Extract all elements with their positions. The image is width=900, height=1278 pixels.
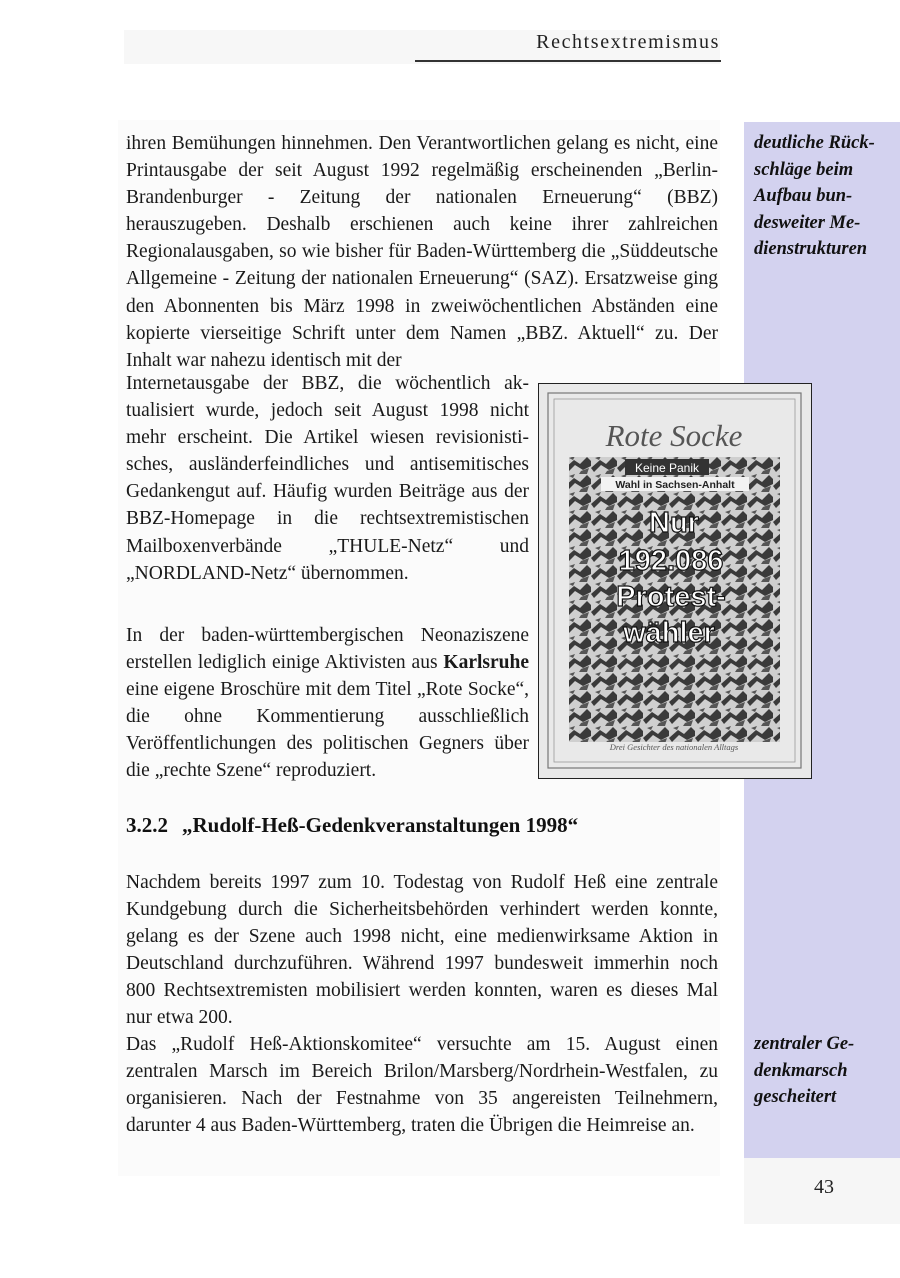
brochure-cover-image (538, 383, 812, 779)
margin-note-media: deutliche Rück- schläge beim Aufbau bun- desweiter Me- dienstrukturen (754, 133, 875, 259)
margin-note-march: zentraler Ge- denkmarsch gescheitert (754, 1034, 855, 1107)
header-rule (415, 60, 721, 62)
cover-subtitle: Wahl in Sachsen-Anhalt (615, 479, 735, 491)
place-karlsruhe: Karlsruhe (443, 652, 529, 674)
paragraph-rote-socke (126, 622, 529, 785)
paragraph-bbz: ihren Bemühungen hinnehmen. Den Verantwortlichen gelang es nicht, eine Printausgabe der seit August 1992 regelmäßig erscheinenden „Berlin-Brandenburger - Zeitung der nationalen Erneuerung“ (BBZ) herauszugeben. Deshalb erschienen auch keine ihrer zahlreichen Regionalausgaben, so wie bisher für Baden-Württemberg die „Süddeutsche Allgemeine - Zeitung der nationalen Erneuerung“ (SAZ). Ersatzweise ging den Abonnenten bis März 1998 in zweiwöchentlichen Abständen eine kopierte vierseitige Schrift unter dem Namen „BBZ. Aktuell“ zu. Der Inhalt war nahezu identisch mit der (126, 133, 718, 371)
cover-text-waehler: wähler (623, 617, 715, 649)
paragraph-hess-1997: Nachdem bereits 1997 zum 10. Todestag von Rudolf Heß eine zentrale Kundgebung durch die Sicherheitsbehörden verhindert werden konnte, gelang es der Szene auch 1998 nicht, eine medienwirksame Aktion in Deutschland durchzuführen. Während 1997 bundesweit immerhin noch 800 Rechtsextremisten mobilisiert werden konnten, waren es dieses Mal nur etwa 200. (126, 872, 718, 1029)
cover-footer: Drei Gesichter des nationalen Alltags (609, 742, 739, 752)
page-number: 43 (814, 1176, 834, 1198)
paragraph-rote-socke-part-1: In der baden-württembergischen Neonaziszene erstellen lediglich einige Aktivisten aus (126, 625, 529, 674)
cover-text-protest: Protest- (616, 581, 726, 613)
cover-title: Rote Socke (605, 418, 743, 453)
section-number: 3.2.2 (126, 813, 168, 837)
paragraph-internet: Internetausgabe der BBZ, die wöchentlich aktualisiert wurde, jedoch seit August 1998 nicht mehr erscheint. Die Artikel wiesen revisionistisches, ausländerfeindliches und antisemitisches Gedankengut auf. Häufig wurden Beiträge aus der BBZ-Homepage in die rechtsextremistischen Mailboxenverbände „THULE-Netz“ und „NORDLAND-Netz“ übernommen. (126, 373, 529, 584)
running-header: Rechtsextremismus (536, 31, 720, 53)
cover-text-number: 192.086 (618, 545, 724, 577)
section-title: „Rudolf-Heß-Gedenkveranstaltungen 1998“ (182, 813, 579, 837)
cover-text-nur: Nur (649, 507, 699, 539)
paragraph-hess-1998: Das „Rudolf Heß-Aktionskomitee“ versuchte am 15. August einen zentralen Marsch im Bereich Brilon/Marsberg/Nordrhein-Westfalen, zu organisieren. Nach der Festnahme von 35 angereisten Teilnehmern, darunter 4 aus Baden-Württemberg, traten die Übrigen die Heimreise an. (126, 1034, 718, 1137)
brochure-cover-svg (539, 384, 810, 777)
cover-banner: Keine Panik (634, 461, 700, 475)
paragraph-rote-socke-part-2: eine eigene Broschüre mit dem Titel „Rote Socke“, die ohne Kommentierung ausschließlich Veröffentlichungen des politischen Gegners über die „rechte Szene“ reproduziert. (126, 679, 529, 782)
section-heading (126, 813, 578, 838)
